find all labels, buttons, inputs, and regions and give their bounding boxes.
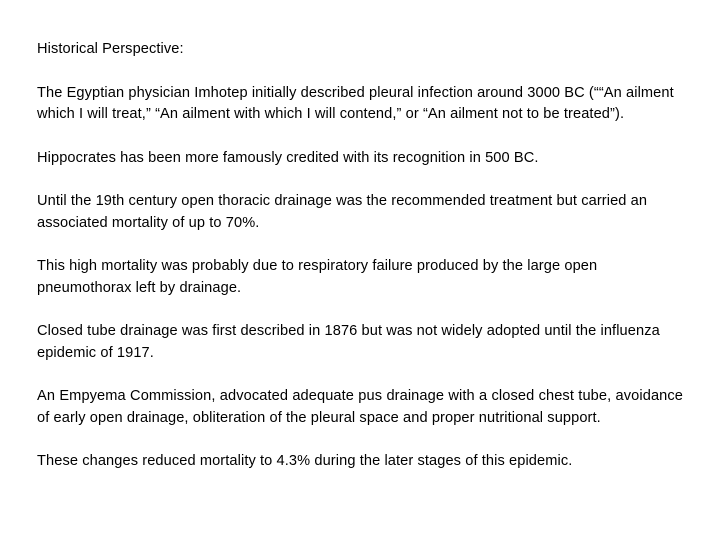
- slide-body: [37, 39, 683, 473]
- paragraph-reduced-mortality: These changes reduced mortality to 4.3% during the later stages of this epidemic.: [37, 453, 573, 469]
- paragraph-imhotep: The Egyptian physician Imhotep initially described pleural infection around 3000 BC (““An ailment which I will treat,” “An ailment with which I will contend,” or “An ailment not to be treated”).: [37, 84, 674, 122]
- paragraph-hippocrates: Hippocrates has been more famously credited with its recognition in 500 BC.: [37, 149, 539, 166]
- paragraph-high-mortality: This high mortality was probably due to respiratory failure produced by the large open pneumothorax left by drainage.: [37, 258, 598, 296]
- paragraph-closed-tube-drainage: Closed tube drainage was first described in 1876 but was not widely adopted until the influenza epidemic of 1917.: [37, 323, 660, 361]
- paragraph-open-drainage: Until the 19th century open thoracic drainage was the recommended treatment but carried an associated mortality of up to 70%.: [37, 193, 648, 231]
- paragraph-empyema-commission: An Empyema Commission, advocated adequate pus drainage with a closed chest tube, avoidance of early open drainage, obliteration of the pleural space and proper nutritional support.: [37, 388, 683, 426]
- slide-heading: Historical Perspective:: [37, 41, 184, 57]
